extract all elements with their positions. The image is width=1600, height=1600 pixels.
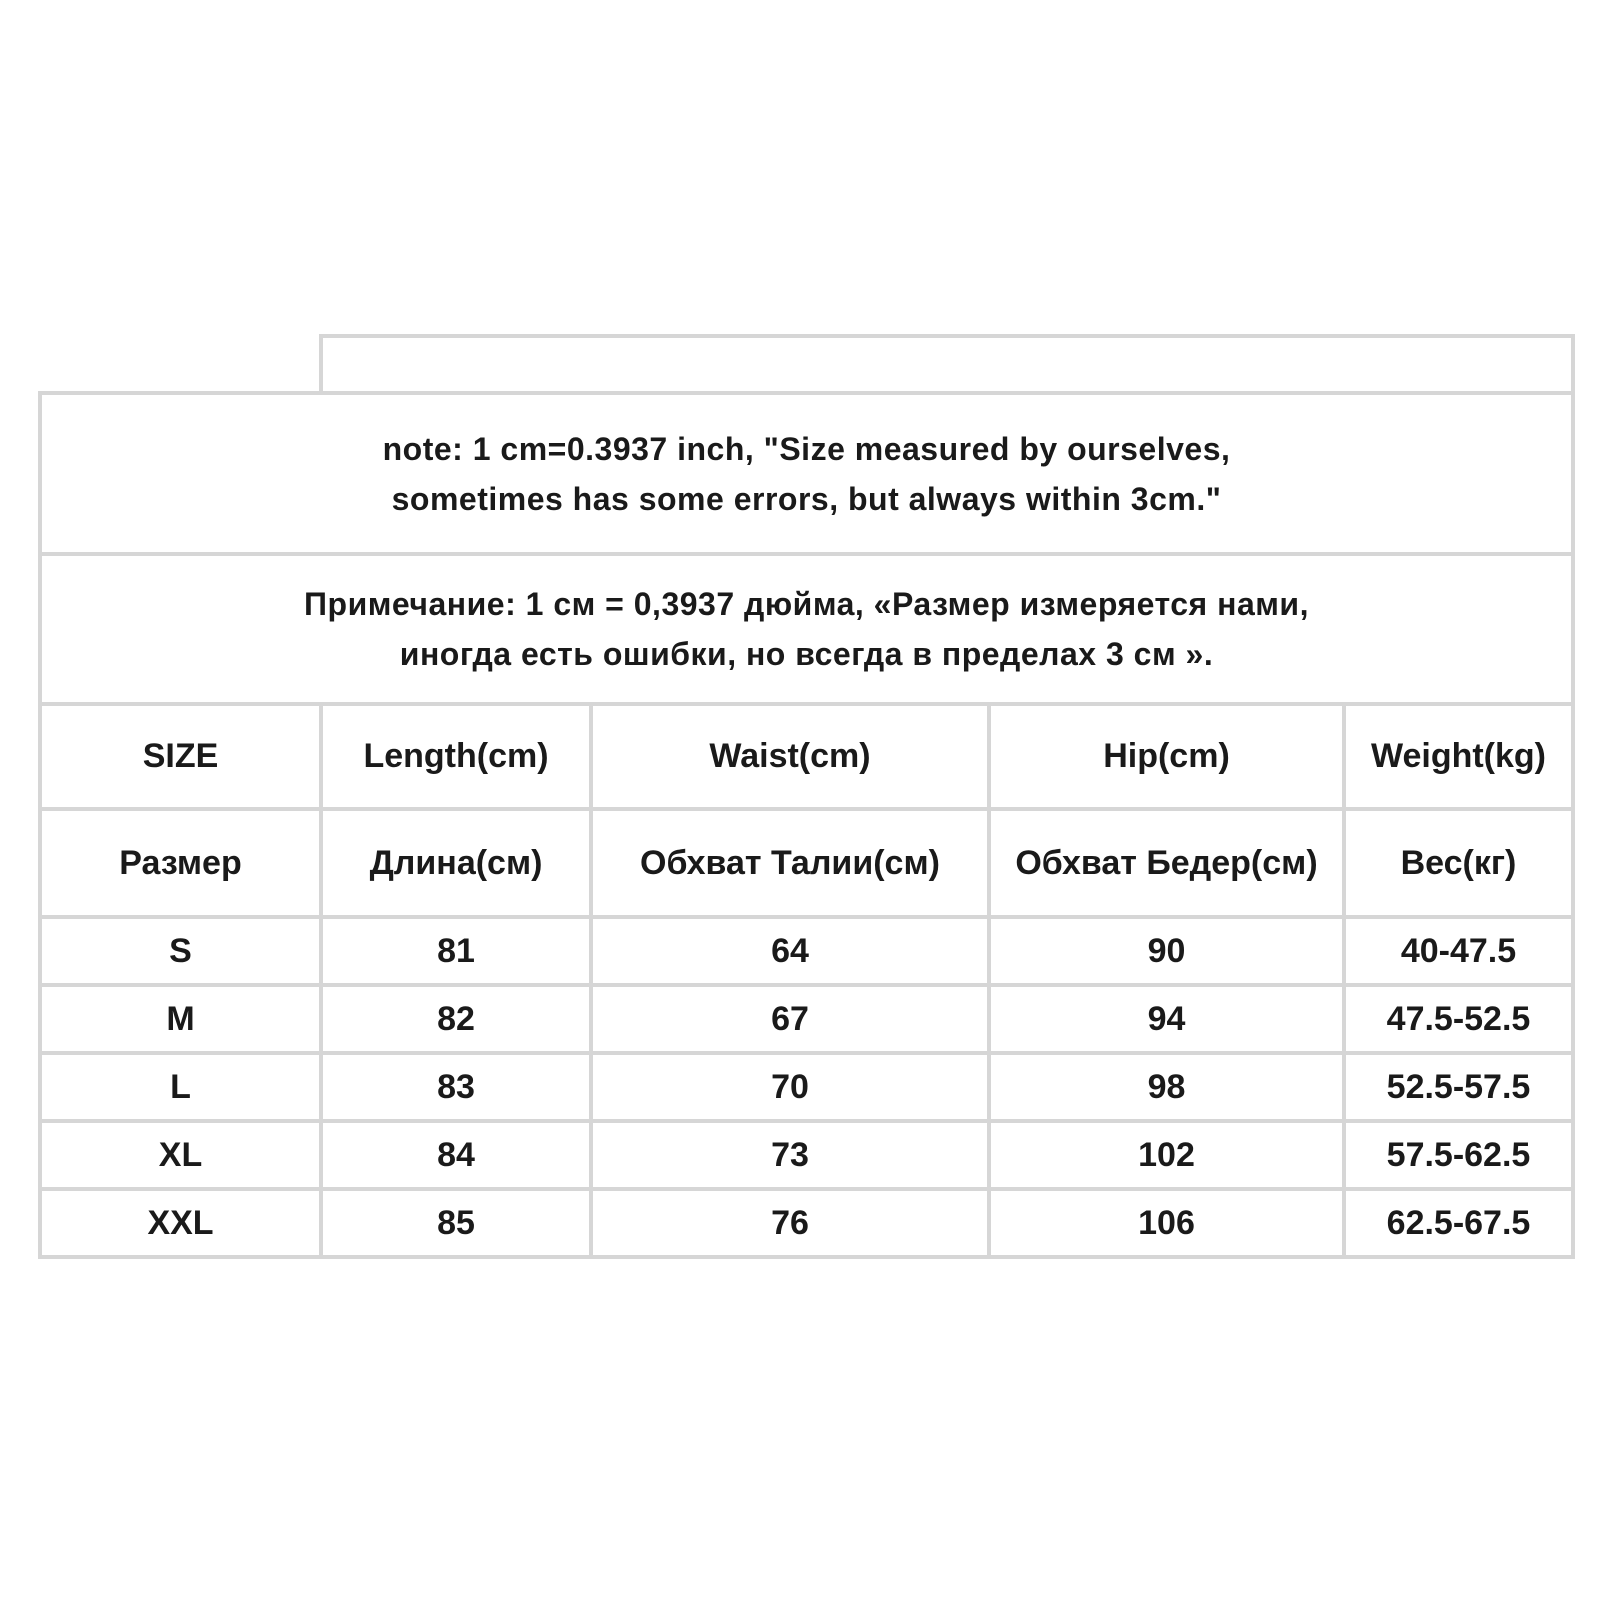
length-cell: 83 <box>321 1053 591 1121</box>
size-cell: XL <box>40 1121 321 1189</box>
header-length-ru: Длина(см) <box>321 809 591 917</box>
size-chart-table <box>38 334 1575 1259</box>
note-english <box>40 393 1573 554</box>
note-english-line-1: note: 1 cm=0.3937 inch, "Size measured by ourselves, <box>382 430 1231 467</box>
waist-cell: 73 <box>591 1121 989 1189</box>
table-row <box>40 1053 1573 1121</box>
header-waist: Waist(cm) <box>591 704 989 809</box>
length-cell: 82 <box>321 985 591 1053</box>
header-row-russian <box>40 809 1573 917</box>
weight-cell: 62.5-67.5 <box>1344 1189 1573 1257</box>
weight-cell: 47.5-52.5 <box>1344 985 1573 1053</box>
weight-cell: 52.5-57.5 <box>1344 1053 1573 1121</box>
weight-cell: 57.5-62.5 <box>1344 1121 1573 1189</box>
weight-cell: 40-47.5 <box>1344 917 1573 985</box>
waist-cell: 64 <box>591 917 989 985</box>
size-cell: S <box>40 917 321 985</box>
table-row <box>40 1121 1573 1189</box>
note-english-row <box>40 393 1573 554</box>
size-cell: M <box>40 985 321 1053</box>
hip-cell: 98 <box>989 1053 1344 1121</box>
waist-cell: 76 <box>591 1189 989 1257</box>
hip-cell: 94 <box>989 985 1344 1053</box>
blank-top-row <box>40 336 1573 393</box>
waist-cell: 67 <box>591 985 989 1053</box>
note-russian-line-2: иногда есть ошибки, но всегда в пределах 3 см ». <box>399 636 1214 672</box>
header-hip-ru: Обхват Бедер(см) <box>989 809 1344 917</box>
size-cell: XXL <box>40 1189 321 1257</box>
header-hip: Hip(cm) <box>989 704 1344 809</box>
table-row <box>40 1189 1573 1257</box>
header-weight-ru: Вес(кг) <box>1344 809 1573 917</box>
note-russian <box>40 554 1573 704</box>
size-cell: L <box>40 1053 321 1121</box>
length-cell: 85 <box>321 1189 591 1257</box>
hip-cell: 102 <box>989 1121 1344 1189</box>
note-russian-line-1: Примечание: 1 см = 0,3937 дюйма, «Размер измеряется нами, <box>304 586 1309 622</box>
table-row <box>40 917 1573 985</box>
header-length: Length(cm) <box>321 704 591 809</box>
header-waist-ru: Обхват Талии(см) <box>591 809 989 917</box>
header-size: SIZE <box>40 704 321 809</box>
table-row <box>40 985 1573 1053</box>
hip-cell: 90 <box>989 917 1344 985</box>
header-size-ru: Размер <box>40 809 321 917</box>
hip-cell: 106 <box>989 1189 1344 1257</box>
length-cell: 81 <box>321 917 591 985</box>
waist-cell: 70 <box>591 1053 989 1121</box>
note-russian-row <box>40 554 1573 704</box>
blank-cell <box>321 336 1573 393</box>
note-english-line-2: sometimes has some errors, but always within 3cm." <box>391 480 1222 517</box>
blank-cell <box>40 336 321 393</box>
length-cell: 84 <box>321 1121 591 1189</box>
header-weight: Weight(kg) <box>1344 704 1573 809</box>
header-row-english <box>40 704 1573 809</box>
